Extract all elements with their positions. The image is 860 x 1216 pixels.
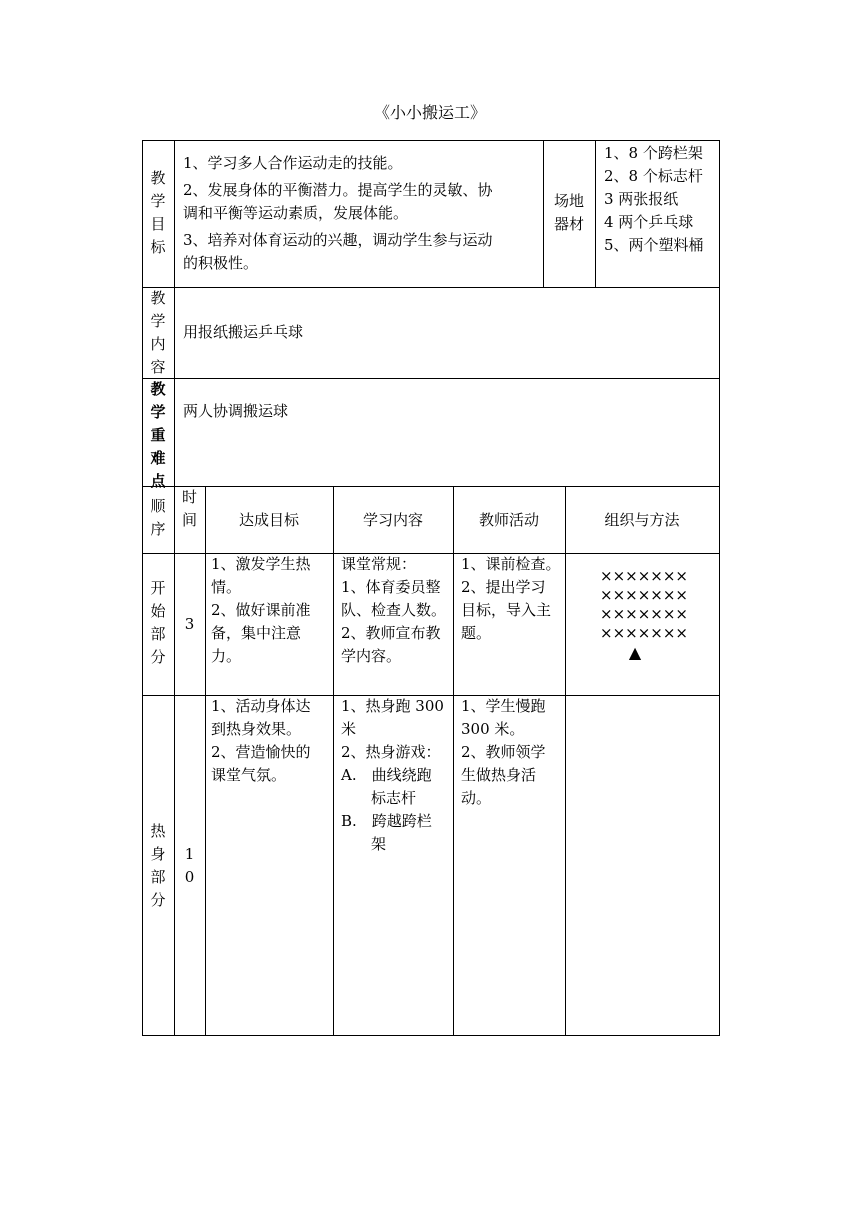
time-warmup: 1 0	[184, 845, 195, 886]
goal-start	[211, 553, 311, 668]
study-line: 米	[341, 720, 357, 738]
study-line: 1、体育委员整	[341, 578, 441, 596]
goal-line: 力。	[211, 647, 242, 665]
teacher-start	[461, 553, 561, 645]
content-text: 用报纸搬运乒乓球	[183, 323, 304, 341]
col-divider	[565, 486, 566, 1036]
teacher-line: 题。	[461, 624, 492, 642]
study-warmup	[341, 695, 444, 856]
teacher-line: 1、课前检查。	[461, 555, 561, 573]
formation-row: ×××××××	[600, 567, 688, 585]
formation-row: ×××××××	[600, 624, 688, 642]
equipment-item: 4 两个乒乓球	[604, 213, 694, 231]
col-divider	[595, 140, 596, 287]
goal-line: 到热身效果。	[211, 720, 302, 738]
teacher-line: 目标，导入主	[461, 601, 552, 619]
key-points-text: 两人协调搬运球	[183, 402, 289, 420]
study-line: 2、教师宣布教	[341, 624, 441, 642]
equipment-label: 场地 器材	[553, 192, 584, 233]
study-line: 学内容。	[341, 647, 402, 665]
objective-line: 1、学习多人合作运动走的技能。	[183, 154, 403, 172]
teacher-line: 2、教师领学	[461, 743, 546, 761]
goal-line: 1、活动身体达	[211, 697, 311, 715]
time-start: 3	[184, 615, 195, 633]
equipment-item: 2、8 个标志杆	[604, 167, 703, 185]
header-order: 顺 序	[150, 497, 166, 538]
objectives-text	[183, 152, 493, 275]
header-method: 组织与方法	[604, 511, 680, 529]
row-divider	[142, 486, 720, 487]
study-line: B. 跨越跨栏	[341, 812, 432, 830]
document-title: 《小小搬运工》	[373, 103, 486, 122]
equipment-item: 5、两个塑料桶	[604, 236, 704, 254]
col-divider	[205, 486, 206, 1036]
header-goal: 达成目标	[238, 511, 299, 529]
goal-warmup	[211, 695, 311, 787]
equipment-list	[604, 142, 704, 257]
goal-line: 2、做好课前准	[211, 601, 311, 619]
formation-row: ×××××××	[600, 605, 688, 623]
goal-line: 备，集中注意	[211, 624, 302, 642]
study-line: 队、检查人数。	[341, 601, 447, 619]
objective-line: 的积极性。	[183, 254, 259, 272]
goal-line: 课堂气氛。	[211, 766, 287, 784]
phase-warmup: 热 身 部 分	[150, 822, 166, 909]
content-label: 教 学 内 容	[150, 289, 166, 376]
phase-start: 开 始 部 分	[150, 579, 166, 666]
col-divider	[333, 486, 334, 1036]
equipment-item: 1、8 个跨栏架	[604, 144, 703, 162]
objective-line: 调和平衡等运动素质，发展体能。	[183, 204, 409, 222]
lesson-plan-table	[142, 140, 720, 1036]
header-time: 时 间	[181, 488, 197, 529]
row-divider	[142, 287, 720, 288]
goal-line: 1、激发学生热	[211, 555, 311, 573]
teacher-line: 生做热身活	[461, 766, 537, 784]
objectives-label: 教 学 目 标	[150, 169, 166, 256]
study-line: 架	[341, 835, 387, 853]
study-line: 课堂常规：	[341, 555, 417, 573]
study-start	[341, 553, 446, 668]
col-divider	[174, 140, 175, 1036]
goal-line: 2、营造愉快的	[211, 743, 311, 761]
study-line: A. 曲线绕跑	[341, 766, 432, 784]
table-border-right	[719, 140, 720, 1036]
teacher-line: 动。	[461, 789, 492, 807]
equipment-item: 3 两张报纸	[604, 190, 679, 208]
teacher-line: 300 米。	[461, 720, 525, 738]
formation-row: ×××××××	[600, 586, 688, 604]
row-divider	[142, 378, 720, 379]
objective-line: 2、发展身体的平衡潜力。提高学生的灵敏、协	[183, 181, 493, 199]
table-border-bottom	[142, 1035, 720, 1036]
teacher-line: 1、学生慢跑	[461, 697, 546, 715]
key-points-label: 教 学 重 难 点	[150, 380, 166, 490]
formation-grid	[574, 567, 714, 643]
goal-line: 情。	[211, 578, 242, 596]
teacher-warmup	[461, 695, 546, 810]
study-line: 2、热身游戏：	[341, 743, 441, 761]
table-border-top	[142, 140, 720, 141]
study-line: 标志杆	[341, 789, 417, 807]
objective-line: 3、培养对体育运动的兴趣，调动学生参与运动	[183, 231, 493, 249]
col-divider	[453, 486, 454, 1036]
teacher-line: 2、提出学习	[461, 578, 546, 596]
study-line: 1、热身跑 300	[341, 697, 444, 715]
teacher-position-icon: ▲	[628, 643, 642, 662]
header-study: 学习内容	[362, 511, 423, 529]
header-teacher: 教师活动	[478, 511, 539, 529]
